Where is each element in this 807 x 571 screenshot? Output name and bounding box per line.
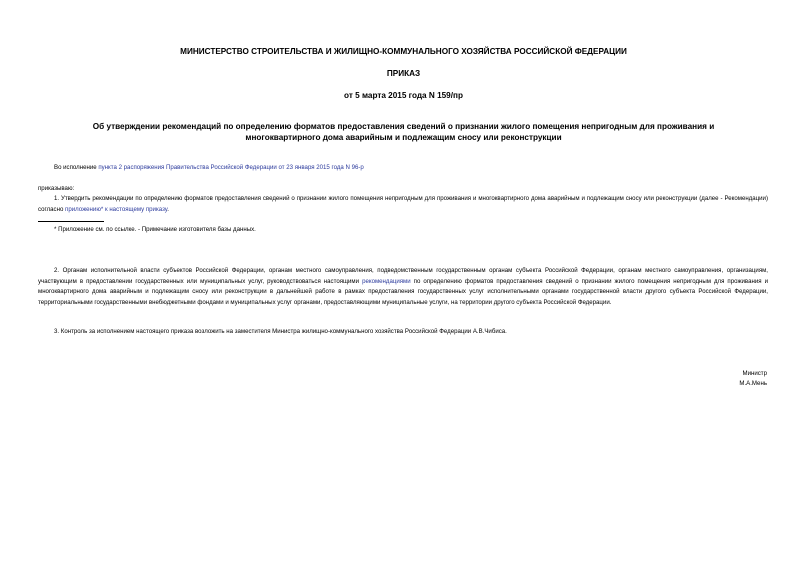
item-2-link[interactable]: рекомендациями bbox=[362, 277, 411, 285]
preamble-prefix: Во исполнение bbox=[54, 164, 99, 171]
signature-position: Министр bbox=[742, 370, 767, 377]
order-word: приказываю: bbox=[38, 185, 75, 192]
item-2-text-b: по определению форматов предоставления сведений о признании жилого помещения непригодным для проживания и многоквартирного дома аварийным и подлежащим сносу или реконструкции в дальнейшей работе в рамках предоставления государственных услуг исполнительными органами государственной власти другого субъекта Российской Федерации, территориальными государственными внебюджетными фондами и муниципальных услуг органами, предоставляющими муниципальные услуги, на территории другого субъекта Российской Федерации. bbox=[38, 277, 768, 306]
item-1-end: . bbox=[167, 205, 169, 213]
item-2 bbox=[38, 266, 768, 308]
item-1 bbox=[38, 194, 768, 215]
item-2-text-a: 2. Органам исполнительной власти субъектов Российской Федерации, органам местного самоуправления, подведомственным государственным органам субъекта Российской Федерации, органам местного самоуправления, организациям, участвующим в предоставлении государственных или муниципальных услуг, руководствоваться настоящими bbox=[38, 267, 768, 285]
item-1-text: 1. Утвердить рекомендации по определению форматов предоставления сведений о признании жилого помещения непригодным для проживания и многоквартирного дома аварийным и подлежащим сносу или реконструкции (далее - Рекомендации) согласно bbox=[38, 195, 768, 213]
document-title: Об утверждении рекомендаций по определению форматов предоставления сведений о признании жилого помещения непригодным для проживания и многоквартирного дома аварийным и подлежащим сносу или реконструкции bbox=[92, 122, 715, 142]
footnote-divider bbox=[38, 221, 104, 222]
date-number-heading: от 5 марта 2015 года N 159/пр bbox=[344, 91, 463, 100]
signature-name: М.А.Мень bbox=[739, 380, 767, 388]
preamble-link[interactable]: пункта 2 распоряжения Правительства Российской Федерации от 23 января 2015 года N 96-р bbox=[98, 164, 364, 171]
item-1-link[interactable]: приложению* к настоящему приказу bbox=[65, 205, 168, 213]
signature-block bbox=[739, 369, 767, 390]
item-3: 3. Контроль за исполнением настоящего приказа возложить на заместителя Министра жилищно-коммунального хозяйства Российской Федерации А.В.Чибиса. bbox=[54, 328, 507, 335]
doc-type-heading: ПРИКАЗ bbox=[386, 69, 421, 78]
preamble bbox=[38, 163, 768, 174]
footnote: * Приложение см. по ссылке. - Примечание изготовителя базы данных. bbox=[54, 226, 256, 233]
ministry-heading: МИНИСТЕРСТВО СТРОИТЕЛЬСТВА И ЖИЛИЩНО-КОММУНАЛЬНОГО ХОЗЯЙСТВА РОССИЙСКОЙ ФЕДЕРАЦИИ bbox=[180, 47, 627, 56]
